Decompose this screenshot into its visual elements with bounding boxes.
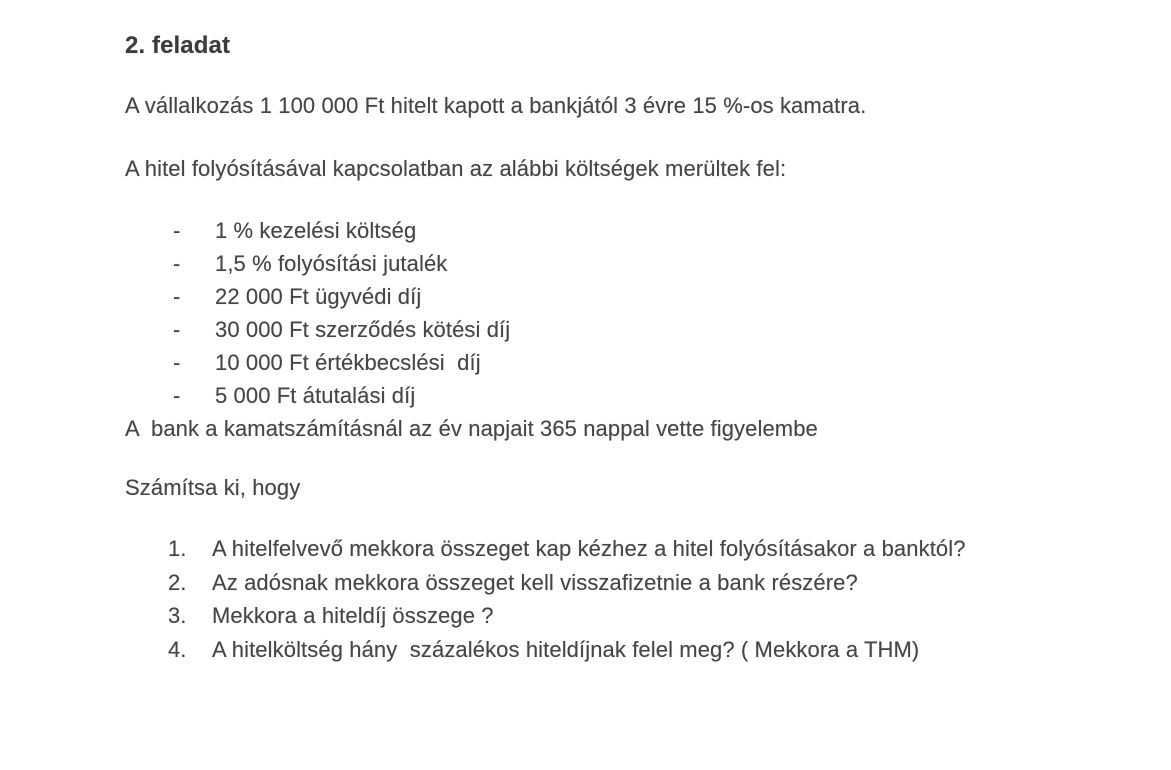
dash-bullet: - <box>173 350 181 375</box>
cost-item <box>173 349 510 382</box>
dash-bullet: - <box>173 251 181 276</box>
question-item <box>168 602 966 636</box>
question-item <box>168 569 966 603</box>
bank-note-sentence: A bank a kamatszámításnál az év napjait 365 nappal vette figyelembe <box>125 416 818 441</box>
cost-item-text: 30 000 Ft szerződés kötési díj <box>215 317 511 342</box>
cost-item-text: 1 % kezelési költség <box>215 218 417 243</box>
cost-item <box>173 217 510 250</box>
cost-item-text: 10 000 Ft értékbecslési díj <box>215 350 481 375</box>
dash-bullet: - <box>173 383 181 408</box>
question-item <box>168 535 966 569</box>
cost-item-text: 5 000 Ft átutalási díj <box>215 383 416 408</box>
question-text: A hitelköltség hány százalékos hiteldíjnak felel meg? ( Mekkora a THM) <box>212 636 920 662</box>
dash-bullet: - <box>173 218 181 243</box>
cost-item <box>173 250 510 283</box>
question-number: 3. <box>168 603 187 628</box>
cost-item <box>173 316 510 349</box>
question-number: 4. <box>168 636 187 662</box>
dash-bullet: - <box>173 284 181 309</box>
question-number: 2. <box>168 569 187 595</box>
question-text: A hitelfelvevő mekkora összeget kap kézhez a hitel folyósításakor a banktól? <box>212 536 966 561</box>
question-number: 1. <box>168 536 187 561</box>
cost-item <box>173 382 510 415</box>
task-title: 2. feladat <box>125 32 231 59</box>
intro-sentence: A vállalkozás 1 100 000 Ft hitelt kapott a bankjától 3 évre 15 %-os kamatra. <box>125 93 867 118</box>
cost-item-text: 1,5 % folyósítási jutalék <box>215 251 448 276</box>
cost-item <box>173 283 510 316</box>
cost-item-text: 22 000 Ft ügyvédi díj <box>215 284 422 309</box>
cost-list <box>173 217 510 415</box>
question-text: Mekkora a hiteldíj összege ? <box>212 603 494 628</box>
costs-intro-sentence: A hitel folyósításával kapcsolatban az alábbi költségek merültek fel: <box>125 156 787 181</box>
task-prompt: Számítsa ki, hogy <box>125 475 301 500</box>
question-list <box>168 535 966 669</box>
question-item <box>168 636 966 670</box>
dash-bullet: - <box>173 317 181 342</box>
question-text: Az adósnak mekkora összeget kell visszafizetnie a bank részére? <box>212 569 858 595</box>
